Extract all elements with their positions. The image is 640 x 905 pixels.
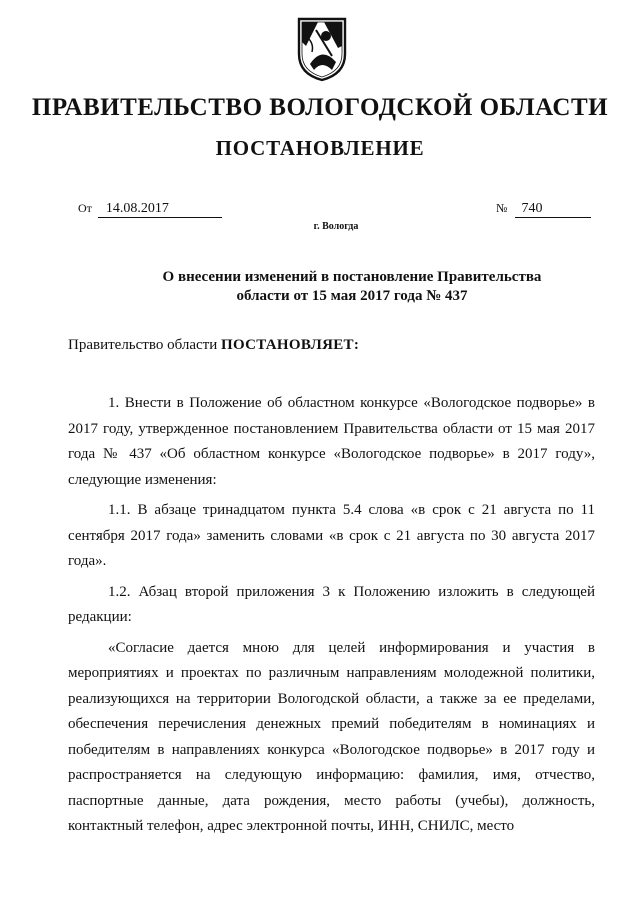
decree-verb: ПОСТАНОВЛЯЕТ: — [220, 337, 360, 353]
date-value: 14.08.2017 — [98, 201, 222, 218]
subject-line-1: О внесении изменений в постановление Правительства — [162, 269, 542, 285]
document-body — [68, 391, 595, 840]
number-value: 740 — [515, 201, 591, 218]
city-label: г. Вологда — [313, 221, 359, 232]
decree-statement — [68, 337, 359, 354]
paragraph-1-2: 1.2. Абзац второй приложения 3 к Положению изложить в следующей редакции: — [68, 583, 595, 625]
paragraph-quote: «Согласие дается мною для целей информирования и участия в мероприятиях и проектах по различным направлениям молодежной политики, реализующихся на территории Вологодской области, а также за ее пределами, обеспечения перечисления денежных премий победителям в номинациях и победителям в направлениях конкурса «Вологодское подворье» в 2017 году и распространяется на следующую информацию: фамилия, имя, отчество, паспортные данные, дата рождения, место работы (учебы), должность, контактный телефон, адрес электронной почты, ИНН, СНИЛС, место — [68, 639, 595, 834]
subject-line-2: области от 15 мая 2017 года № 437 — [236, 288, 468, 304]
paragraph-1: 1. Внести в Положение об областном конкурсе «Вологодское подворье» в 2017 году, утвержденное постановлением Правительства области от 15 мая 2017 года № 437 «Об областном конкурсе «Вологодское подворье» в 2017 году», следующие изменения: — [68, 395, 595, 488]
government-title: ПРАВИТЕЛЬСТВО ВОЛОГОДСКОЙ ОБЛАСТИ — [31, 94, 609, 121]
document-subject — [140, 268, 564, 306]
vologda-coat-of-arms-icon — [296, 16, 348, 82]
date-line — [78, 201, 222, 218]
document-type: ПОСТАНОВЛЕНИЕ — [215, 136, 425, 160]
decree-subject: Правительство области — [68, 337, 218, 353]
number-line — [496, 201, 591, 218]
paragraph-1-1: 1.1. В абзаце тринадцатом пункта 5.4 слова «в срок с 21 августа по 11 сентября 2017 года» заменить словами «в срок с 21 августа по 30 августа 2017 года». — [68, 502, 595, 569]
date-label: От — [78, 201, 92, 215]
number-label: № — [496, 201, 508, 215]
